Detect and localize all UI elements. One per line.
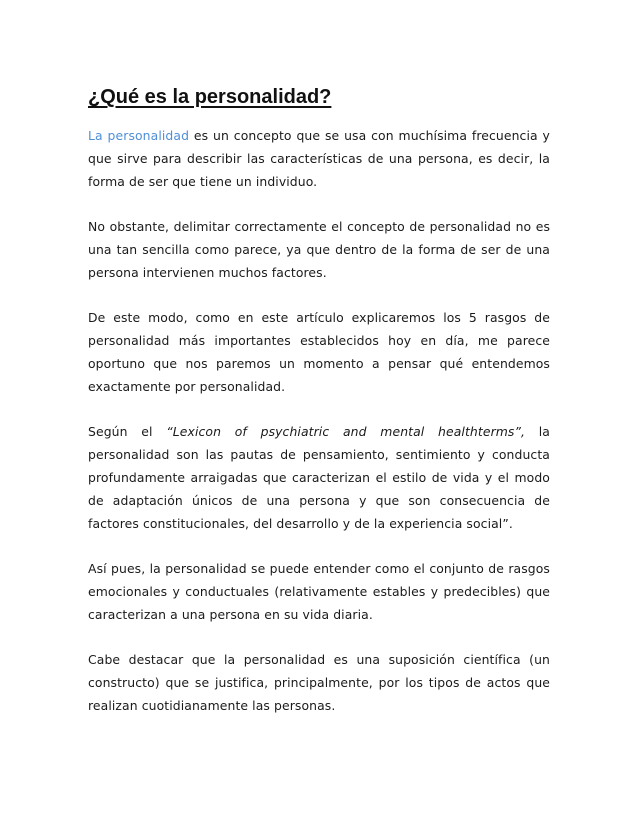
paragraph-6: Cabe destacar que la personalidad es una suposición científica (un constructo) que se justifica, principalmente, por los tipos de actos que realizan cuotidianamente las personas. xyxy=(88,652,550,713)
page-title: ¿Qué es la personalidad? xyxy=(88,86,332,108)
paragraph-4-text: la personalidad son las pautas de pensamiento, sentimiento y conducta profundamente arraigadas que caracterizan el estilo de vida y el modo de adaptación únicos de una persona y que son consecuencia de factores constitucionales, del desarrollo y de la experiencia social”. xyxy=(88,424,550,531)
personality-link[interactable]: La personalidad xyxy=(88,128,190,143)
paragraph-1 xyxy=(88,124,550,193)
paragraph-4 xyxy=(88,420,550,535)
paragraph-2: No obstante, delimitar correctamente el concepto de personalidad no es una tan sencilla como parece, ya que dentro de la forma de ser de una persona intervienen muchos factores. xyxy=(88,219,550,280)
paragraph-5: Así pues, la personalidad se puede entender como el conjunto de rasgos emocionales y conductuales (relativamente estables y predecibles) que caracterizan a una persona en su vida diaria. xyxy=(88,561,550,622)
paragraph-4-intro: Según el xyxy=(88,424,167,439)
paragraph-1-text: es un concepto que se usa con muchísima frecuencia y que sirve para describir las características de una persona, es decir, la forma de ser que tiene un individuo. xyxy=(88,128,550,189)
lexicon-citation: “Lexicon of psychiatric and mental healthterms”, xyxy=(166,424,526,439)
paragraph-3: De este modo, como en este artículo explicaremos los 5 rasgos de personalidad más importantes establecidos hoy en día, me parece oportuno que nos paremos un momento a pensar qué entendemos exactamente por personalidad. xyxy=(88,310,550,394)
